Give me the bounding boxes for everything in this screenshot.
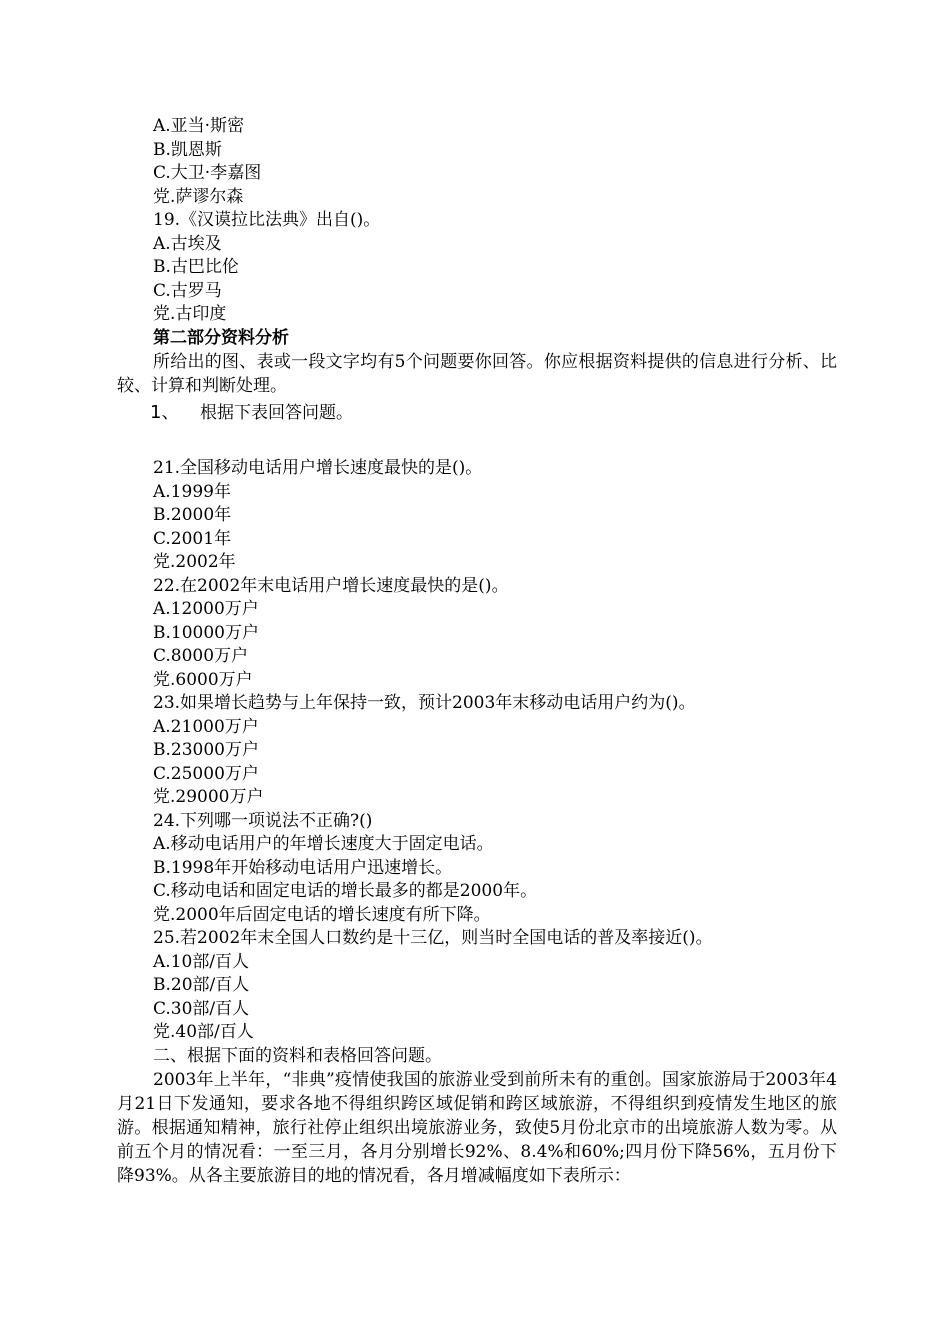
q25-option-a: A.10部/百人	[153, 952, 250, 972]
q25-question: 25.若2002年末全国人口数约是十三亿，则当时全国电话的普及率接近()。	[153, 928, 713, 948]
part2-paragraph: 2003年上半年，“非典”疫情使我国的旅游业受到前所未有的重创。国家旅游局于2003年4月21日下发通知，要求各地不得组织跨区域促销和跨区域旅游，不得组织到疫情发生地区的旅游。根据通知精神，旅行社停止组织出境旅游业务，致使5月份北京市的出境旅游人数为零。从前五个月的情况看：一至三月，各月分别增长92%、8.4%和60%;四月份下降56%，五月份下降93%。从各主要旅游目的地的情况看，各月增减幅度如下表所示：	[117, 1070, 837, 1186]
q18-option-c: C.大卫·李嘉图	[153, 163, 262, 183]
q24-option-a: A.移动电话用户的年增长速度大于固定电话。	[153, 834, 494, 854]
section2-intro: 所给出的图、表或一段文字均有5个问题要你回答。你应根据资料提供的信息进行分析、比较、计算和判断处理。	[117, 352, 837, 396]
q21-option-b: B.2000年	[153, 505, 232, 525]
q25-option-d: 党.40部/百人	[153, 1022, 254, 1042]
q19-option-c: C.古罗马	[153, 281, 222, 301]
q22-question: 22.在2002年末电话用户增长速度最快的是()。	[153, 576, 509, 596]
q18-option-d: 党.萨谬尔森	[153, 187, 244, 207]
q22-option-b: B.10000万户	[153, 623, 259, 643]
q21-question: 21.全国移动电话用户增长速度最快的是()。	[153, 458, 483, 478]
q22-option-a: A.12000万户	[153, 599, 259, 619]
q21-option-a: A.1999年	[153, 482, 231, 502]
q19-option-b: B.古巴比伦	[153, 257, 239, 277]
section2-title: 第二部分资料分析	[153, 328, 289, 348]
q22-option-c: C.8000万户	[153, 646, 249, 666]
q25-option-c: C.30部/百人	[153, 999, 250, 1019]
section2-item1-number: 1、	[150, 402, 180, 423]
q19-option-d: 党.古印度	[153, 304, 227, 324]
q22-option-d: 党.6000万户	[153, 670, 253, 690]
q21-option-d: 党.2002年	[153, 552, 236, 572]
q24-option-c: C.移动电话和固定电话的增长最多的都是2000年。	[153, 881, 538, 901]
section2-item1	[150, 401, 353, 425]
q23-option-d: 党.29000万户	[153, 787, 264, 807]
q21-option-c: C.2001年	[153, 529, 232, 549]
q24-question: 24.下列哪一项说法不正确?()	[153, 811, 373, 831]
q23-question: 23.如果增长趋势与上年保持一致，预计2003年末移动电话用户约为()。	[153, 693, 696, 713]
q19-question: 19.《汉谟拉比法典》出自()。	[153, 210, 381, 230]
q25-option-b: B.20部/百人	[153, 975, 250, 995]
section2-item1-text: 根据下表回答问题。	[200, 403, 353, 423]
q18-option-b: B.凯恩斯	[153, 140, 222, 160]
q23-option-a: A.21000万户	[153, 717, 259, 737]
q24-option-d: 党.2000年后固定电话的增长速度有所下降。	[153, 905, 491, 925]
q23-option-c: C.25000万户	[153, 764, 259, 784]
q19-option-a: A.古埃及	[153, 234, 222, 254]
q18-option-a: A.亚当·斯密	[153, 116, 245, 136]
q23-option-b: B.23000万户	[153, 740, 259, 760]
q24-option-b: B.1998年开始移动电话用户迅速增长。	[153, 858, 453, 878]
part2-title: 二、根据下面的资料和表格回答问题。	[153, 1046, 442, 1066]
